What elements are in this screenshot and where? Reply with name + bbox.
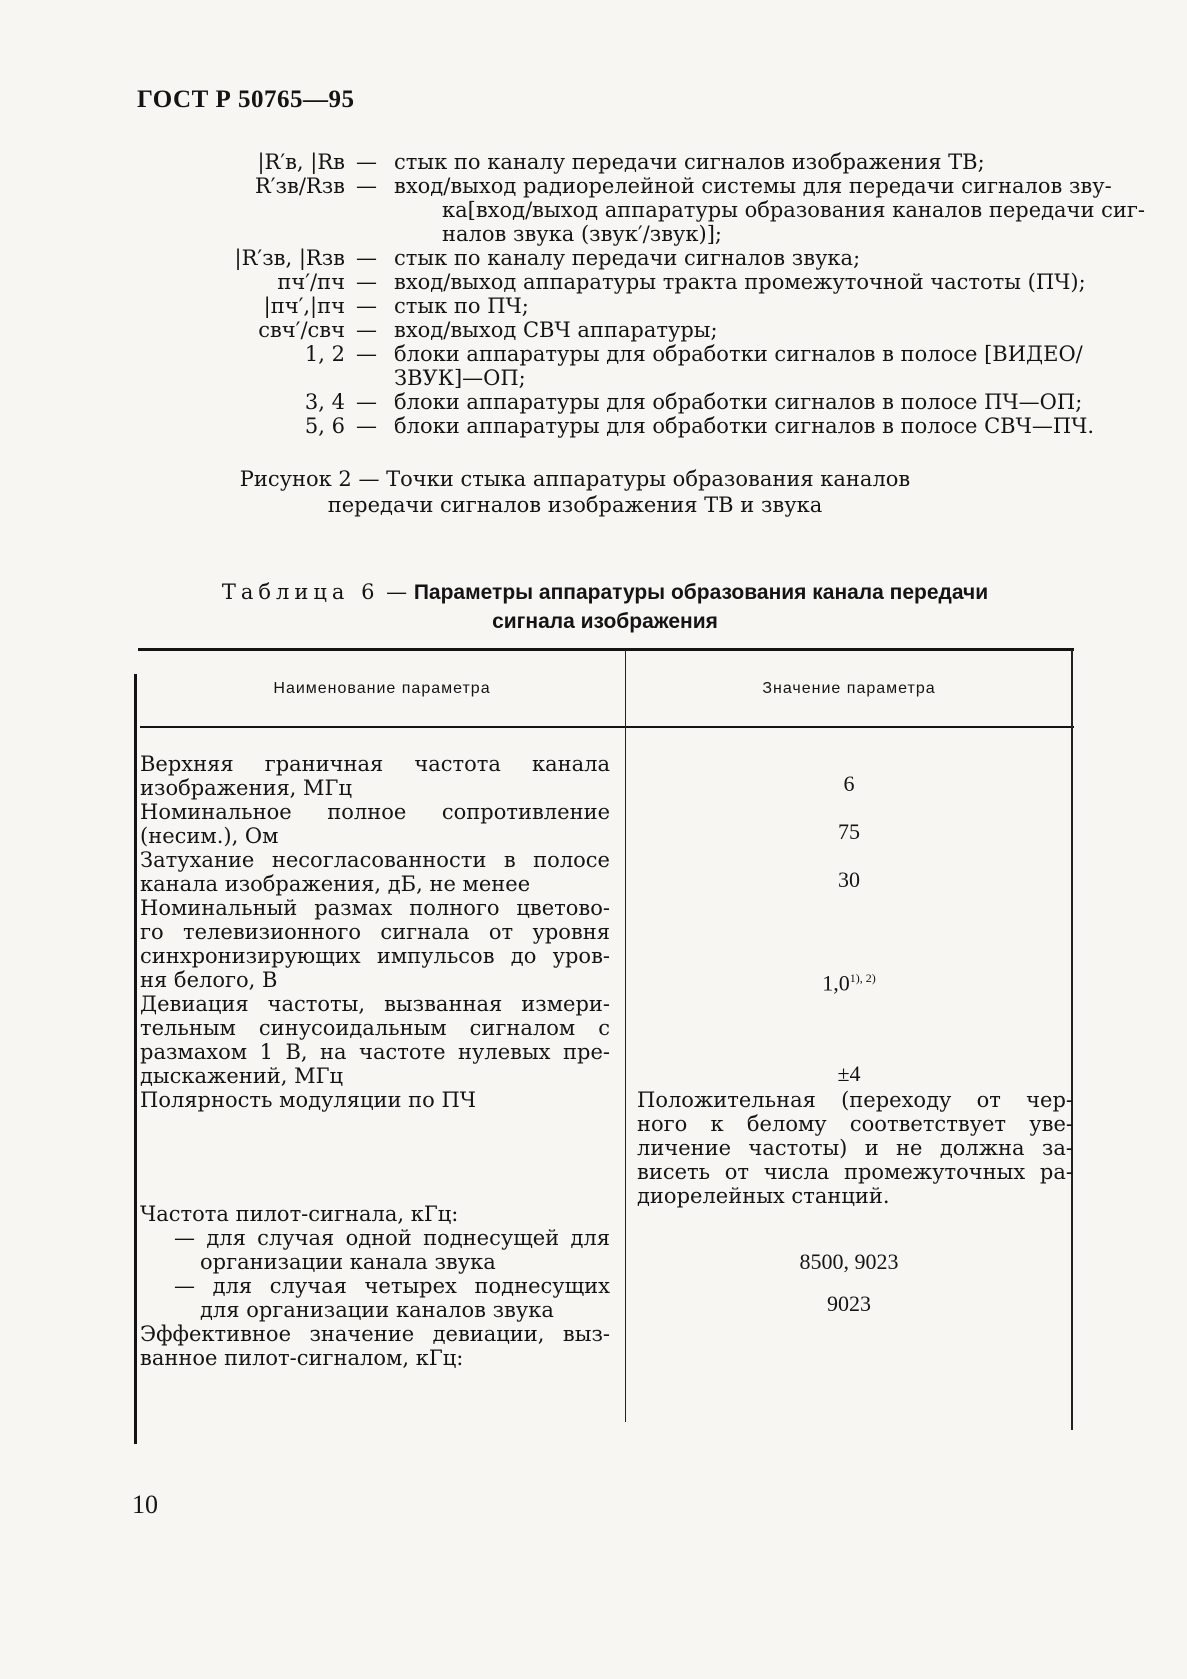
legend-item-continuation [130,222,1080,246]
table-cell-value: ±4 [837,1061,861,1086]
parameter-line: Частота пилот-сигнала, кГц: [140,1202,459,1226]
value-line: висеть от числа промежуточных ра- [637,1160,1073,1184]
table-cell-parameter [140,1274,610,1322]
parameter-line: — для случая одной поднесущей для [174,1226,610,1250]
table-cell-parameter [140,1202,610,1226]
figure-caption [200,466,950,518]
table-cell-parameter [140,896,610,992]
legend-term: 5, 6 [304,414,345,438]
table-cell-parameter [140,1088,610,1112]
parameter-line: изображения, МГц [140,776,352,800]
legend-item [130,150,1080,174]
value-line: ного к белому соответствует уве- [637,1112,1073,1136]
parameter-line: для организации каналов звука [200,1298,554,1322]
figure-legend [130,150,1145,438]
parameter-line: ванное пилот-сигналом, кГц: [140,1346,464,1370]
parameter-line: Номинальный размах полного цветово- [140,896,610,920]
parameter-line: Верхняя граничная частота канала [140,752,610,776]
legend-item [130,246,1080,270]
parameter-line: Эффективное значение девиации, выз- [140,1322,610,1346]
table-title-text: Параметры аппаратуры образования канала передачи [413,581,989,604]
parameter-line: го телевизионного сигнала от уровня [140,920,610,944]
legend-term: свч′/свч [258,318,345,342]
legend-term: |R′в, |Rв [257,150,345,174]
legend-term: |R′зв, |Rзв [234,246,345,270]
parameter-line: — для случая четырех поднесущих [174,1274,610,1298]
legend-term: |пч′,|пч [263,294,345,318]
legend-dash: — [356,150,377,174]
legend-item [130,270,1086,294]
table-cell-parameter [140,752,610,800]
table-cell-parameter [140,1226,610,1274]
figure-caption-line: передачи сигналов изображения ТВ и звука [327,493,823,517]
legend-dash: — [356,414,377,438]
legend-dash: — [356,246,377,270]
legend-definition: ЗВУК]—ОП; [394,366,526,390]
parameter-line: тельным синусоидальным сигналом с [140,1016,610,1040]
column-header-value: Значение параметра [762,680,936,697]
legend-term: 3, 4 [304,390,345,414]
table-cell-value [637,1088,1073,1208]
legend-dash: — [356,342,377,366]
table-cell-value: 9023 [827,1291,871,1316]
legend-term: пч′/пч [277,270,345,294]
legend-definition: блоки аппаратуры для обработки сигналов в полосе [ВИДЕО/ [394,342,1083,366]
table-title-text: сигнала изображения [492,610,718,633]
legend-definition: стык по каналу передачи сигналов изображения ТВ; [394,150,985,174]
value-text: 1,0 [822,970,850,996]
table-cell-value: 30 [838,867,860,892]
parameter-line: (несим.), Ом [140,824,279,848]
parameter-line: дыскажений, МГц [140,1064,344,1088]
table-cell-parameter [140,992,610,1088]
legend-item [130,390,1083,414]
column-header-parameter: Наименование параметра [273,680,491,697]
table-cell-parameter [140,848,610,896]
parameter-line: Девиация частоты, вызванная измери- [140,992,610,1016]
document-header: ГОСТ Р 50765—95 [137,86,355,113]
legend-definition: блоки аппаратуры для обработки сигналов в полосе СВЧ—ПЧ. [394,414,1095,438]
footnote-reference: 1), 2) [849,971,876,985]
parameter-line: Номинальное полное сопротивление [140,800,610,824]
legend-dash: — [356,294,377,318]
parameter-line: организации канала звука [200,1250,496,1274]
value-line: личение частоты) и не должна за- [637,1136,1073,1160]
table-cell-parameter [140,800,610,848]
legend-definition: вход/выход аппаратуры тракта промежуточной частоты (ПЧ); [394,270,1086,294]
legend-definition: вход/выход СВЧ аппаратуры; [394,318,718,342]
legend-definition: ка[вход/выход аппаратуры образования каналов передачи сиг- [442,198,1145,222]
parameter-line: размахом 1 В, на частоте нулевых пре- [140,1040,610,1064]
table-cell-value: 8500, 9023 [799,1249,899,1274]
value-line: Положительная (переходу от чер- [637,1088,1073,1112]
table-header-rule [140,726,1074,728]
value-line: диорелейных станций. [637,1184,890,1208]
legend-item-continuation [130,198,1145,222]
table-cell-value: 6 [843,771,855,796]
table-cell-value: 75 [838,819,860,844]
parameter-line: Затухание несогласованности в полосе [140,848,610,872]
legend-dash: — [356,390,377,414]
legend-dash: — [356,174,377,198]
legend-item [130,174,1112,198]
legend-dash: — [356,318,377,342]
table-label: Таблица 6 [221,580,380,604]
table-title-dash: — [379,580,414,604]
parameter-line: синхронизирующих импульсов до уров- [140,944,610,968]
legend-definition: блоки аппаратуры для обработки сигналов в полосе ПЧ—ОП; [394,390,1083,414]
parameter-line: Полярность модуляции по ПЧ [140,1088,476,1112]
parameter-line: канала изображения, дБ, не менее [140,872,531,896]
table-cell-value [626,966,1072,995]
legend-item [130,318,1080,342]
table-left-border [134,674,137,1444]
legend-definition: вход/выход радиорелейной системы для передачи сигналов зву- [394,174,1112,198]
legend-term: R′зв/Rзв [254,174,345,198]
legend-definition: стык по ПЧ; [394,294,529,318]
legend-item [130,294,1080,318]
parameter-line: ня белого, В [140,968,278,992]
table-title [140,578,1070,636]
table-top-rule [138,648,1074,651]
legend-item-continuation [130,366,1080,390]
legend-dash: — [356,270,377,294]
legend-item [130,414,1095,438]
legend-item [130,342,1083,366]
figure-caption-line: Рисунок 2 — Точки стыка аппаратуры образования каналов [239,467,911,491]
legend-definition: стык по каналу передачи сигналов звука; [394,246,861,270]
page-number: 10 [132,1490,158,1519]
legend-definition: налов звука (звук′/звук)]; [442,222,722,246]
legend-term: 1, 2 [304,342,345,366]
table-cell-parameter [140,1322,610,1370]
